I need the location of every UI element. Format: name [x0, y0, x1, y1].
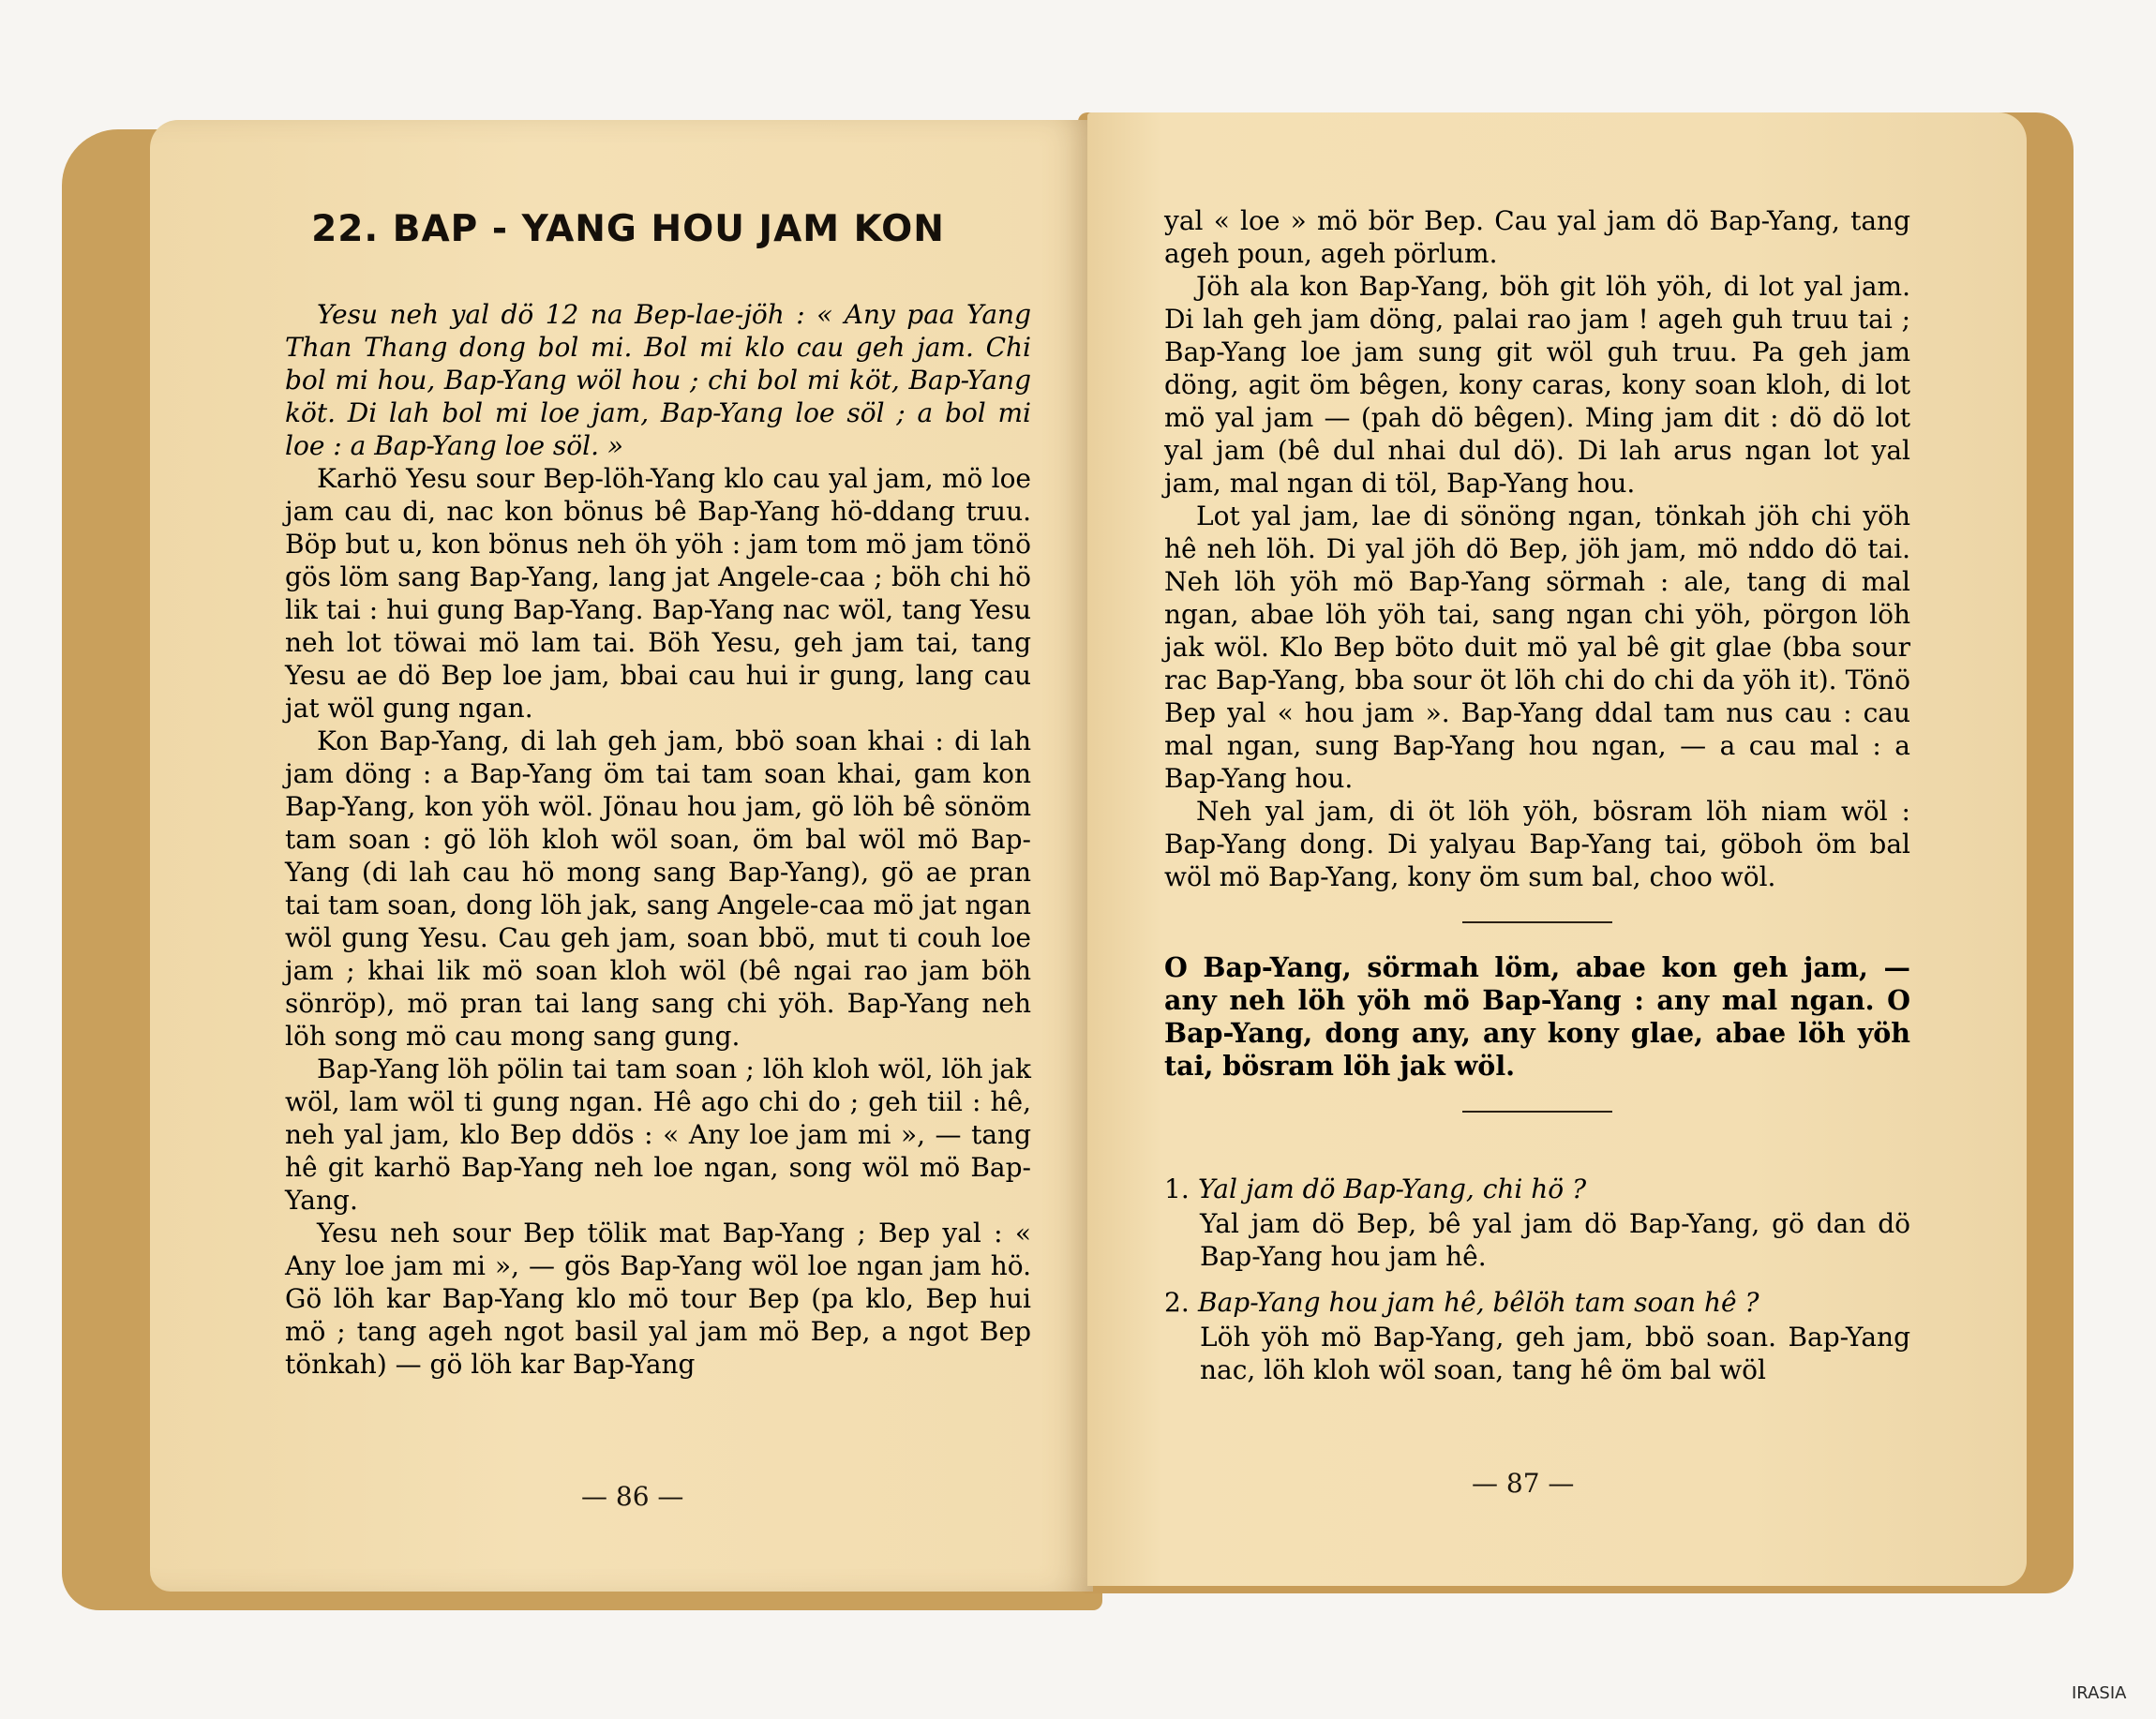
prayer-paragraph: O Bap-Yang, sörmah löm, abae kon geh jam, — any neh löh yöh mö Bap-Yang : any mal ngan. O Bap-Yang, dong any, any kony glae, abae löh yöh tai, bösram löh jak wöl. — [1164, 951, 1910, 1082]
question-2-number: 2. — [1164, 1287, 1190, 1318]
question-list — [1164, 1173, 1910, 1386]
intro-paragraph: Yesu neh yal dö 12 na Bep-lae-jöh : « Any paa Yang Than Thang dong bol mi. Bol mi klo cau geh jam. Chi bol mi hou, Bap-Yang wöl hou ; chi bol mi köt, Bap-Yang köt. Di lah bol mi loe jam, Bap-Yang loe söl ; a bol mi loe : a Bap-Yang loe söl. » — [285, 299, 1031, 461]
answer-1: Yal jam dö Bep, bê yal jam dö Bap-Yang, gö dan dö Bap-Yang hou jam hê. — [1200, 1208, 1910, 1272]
question-1 — [1164, 1173, 1910, 1205]
page-number-right: — 87 — — [1472, 1468, 1575, 1499]
separator-bottom — [1462, 1111, 1612, 1113]
left-paragraph-3: Bap-Yang löh pölin tai tam soan ; löh kloh wöl, löh jak wöl, lam wöl ti gung ngan. Hê ago chi do ; geh tiil : hê, neh yal jam, klo Bep ddös : « Any loe jam mi », — tang hê git karhö Bap-Yang neh loe ngan, song wöl mö Bap-Yang. — [285, 1054, 1031, 1216]
left-paragraph-1: Karhö Yesu sour Bep-löh-Yang klo cau yal jam, mö loe jam cau di, nac kon bönus bê Bap-Yang hö-ddang truu. Böp but u, kon bönus neh öh yöh : jam tom mö jam tönö gös löm sang Bap-Yang, lang jat Angele-caa ; böh chi hö lik tai : hui gung Bap-Yang. Bap-Yang nac wöl, tang Yesu neh lot töwai mö lam tai. Böh Yesu, geh jam tai, tang Yesu ae dö Bep loe jam, bbai cau hui ir gung, lang cau jat wöl gung ngan. — [285, 463, 1031, 724]
page-number-left: — 86 — — [581, 1481, 684, 1512]
question-1-number: 1. — [1164, 1173, 1190, 1204]
right-paragraph-2: Jöh ala kon Bap-Yang, böh git löh yöh, di lot yal jam. Di lah geh jam döng, palai rao jam ! ageh guh truu tai ; Bap-Yang loe jam sung git wöl guh truu. Pa geh jam döng, agit öm bêgen, kony caras, kony soan kloh, di lot mö yal jam — (pah dö bêgen). Ming jam dit : dö dö lot yal jam (bê dul nhai dul dö). Di lah arus ngan lot yal jam, mal ngan di töl, Bap-Yang hou. — [1164, 271, 1910, 499]
right-paragraph-1: yal « loe » mö bör Bep. Cau yal jam dö Bap-Yang, tang ageh poun, ageh pörlum. — [1164, 205, 1910, 269]
answer-2: Löh yöh mö Bap-Yang, geh jam, bbö soan. Bap-Yang nac, löh kloh wöl soan, tang hê öm bal wöl — [1200, 1322, 1910, 1385]
left-page-text — [285, 298, 1031, 1381]
right-page-text — [1164, 204, 1910, 1386]
right-paragraph-4: Neh yal jam, di öt löh yöh, bösram löh niam wöl : Bap-Yang dong. Di yalyau Bap-Yang tai, göboh öm bal wöl mö Bap-Yang, kony öm sum bal, choo wöl. — [1164, 796, 1910, 892]
question-1-text: Yal jam dö Bap-Yang, chi hö ? — [1198, 1173, 1587, 1204]
question-2-text: Bap-Yang hou jam hê, bêlöh tam soan hê ? — [1198, 1287, 1759, 1318]
left-paragraph-4: Yesu neh sour Bep tölik mat Bap-Yang ; Bep yal : « Any loe jam mi », — gös Bap-Yang wöl loe ngan jam hö. Gö löh kar Bap-Yang klo mö tour Bep (pa klo, Bep hui mö ; tang ageh ngot basil yal jam mö Bep, a ngot Bep tönkah) — gö löh kar Bap-Yang — [285, 1218, 1031, 1380]
right-paragraph-3: Lot yal jam, lae di sönöng ngan, tönkah jöh chi yöh hê neh löh. Di yal jöh dö Bep, jöh jam, mö nddo dö tai. Neh löh yöh mö Bap-Yang sörmah : ale, tang di mal ngan, abae löh yöh tai, sang ngan chi yöh, pörgon löh jak wöl. Klo Bep böto duit mö yal bê git glae (bba sour rac Bap-Yang, bba sour öt löh chi do chi da yöh it). Tönö Bep yal « hou jam ». Bap-Yang ddal tam nus cau : cau mal ngan, sung Bap-Yang hou ngan, — a cau mal : a Bap-Yang hou. — [1164, 501, 1910, 794]
left-paragraph-2: Kon Bap-Yang, di lah geh jam, bbö soan khai : di lah jam döng : a Bap-Yang öm tai tam soan khai, gam kon Bap-Yang, kon yöh wöl. Jönau hou jam, gö löh bê sönöm tam soan : gö löh kloh wöl soan, öm bal wöl mö Bap-Yang (di lah cau hö mong sang Bap-Yang), gö ae pran tai tam soan, dong löh jak, sang Angele-caa mö jat ngan wöl gung Yesu. Cau geh jam, soan bbö, mut ti couh loe jam ; khai lik mö soan kloh wöl (bê ngai rao jam böh sönröp), mö pran tai lang sang chi yöh. Bap-Yang neh löh song mö cau mong sang gung. — [285, 725, 1031, 1052]
watermark-label: IRASIA — [2072, 1683, 2127, 1703]
chapter-heading: 22. BAP - YANG HOU JAM KON — [311, 208, 945, 250]
separator-top — [1462, 921, 1612, 923]
question-2 — [1164, 1286, 1910, 1319]
